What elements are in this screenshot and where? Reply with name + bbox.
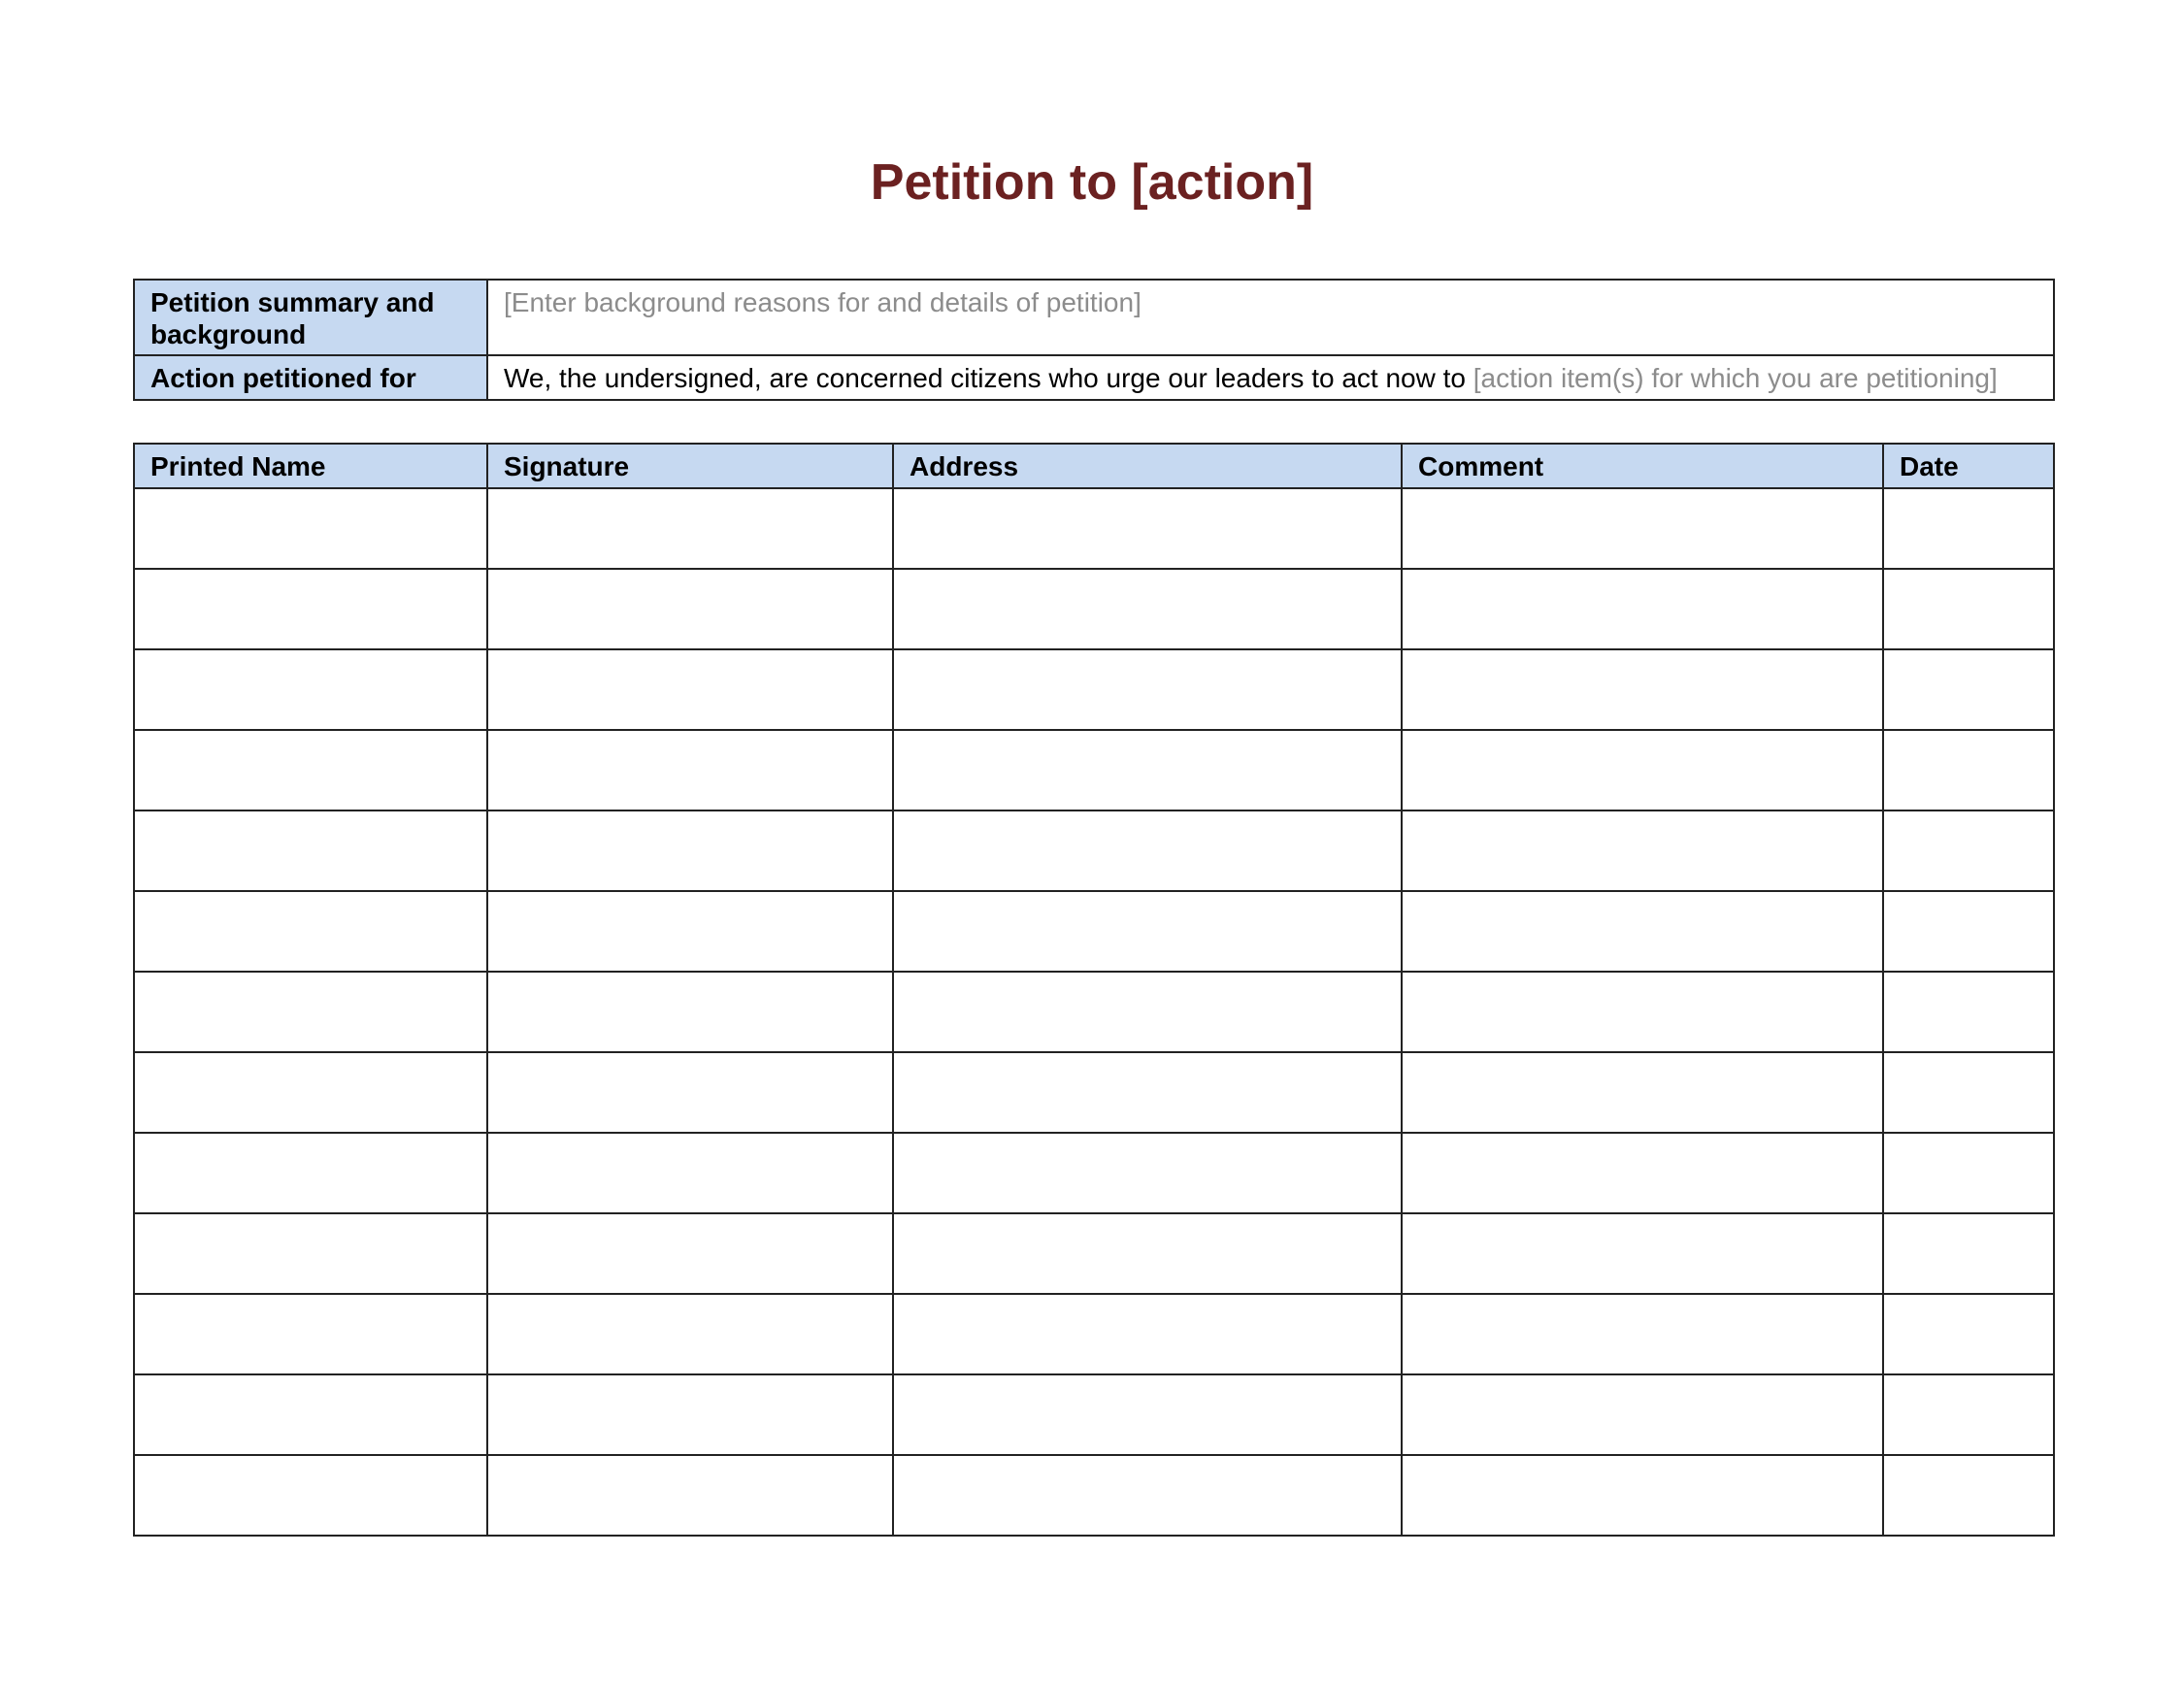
comment-cell[interactable] [1402,1374,1883,1455]
printed-name-cell[interactable] [134,1374,487,1455]
signature-cell[interactable] [487,891,893,972]
printed-name-cell[interactable] [134,891,487,972]
address-cell[interactable] [893,1455,1402,1536]
action-label: Action petitioned for [134,355,487,400]
printed-name-cell[interactable] [134,1213,487,1294]
printed-name-cell[interactable] [134,488,487,569]
comment-cell[interactable] [1402,1133,1883,1213]
signature-row [134,891,2054,972]
signature-row [134,1374,2054,1455]
signature-cell[interactable] [487,1213,893,1294]
address-cell[interactable] [893,569,1402,649]
action-placeholder: [action item(s) for which you are petitioning] [1473,363,1998,393]
address-cell[interactable] [893,972,1402,1052]
background-label: Petition summary and background [134,280,487,355]
signature-cell[interactable] [487,1294,893,1374]
signature-row [134,569,2054,649]
date-cell[interactable] [1883,569,2054,649]
comment-cell[interactable] [1402,649,1883,730]
signature-row [134,1052,2054,1133]
address-cell[interactable] [893,810,1402,891]
date-cell[interactable] [1883,488,2054,569]
comment-cell[interactable] [1402,569,1883,649]
background-placeholder: [Enter background reasons for and details of petition] [504,287,1142,317]
column-header-printed-name: Printed Name [134,444,487,488]
address-cell[interactable] [893,649,1402,730]
signature-row [134,1133,2054,1213]
signature-row [134,972,2054,1052]
signature-row [134,730,2054,810]
printed-name-cell[interactable] [134,1133,487,1213]
date-cell[interactable] [1883,730,2054,810]
action-field[interactable] [487,355,2054,400]
printed-name-cell[interactable] [134,1052,487,1133]
date-cell[interactable] [1883,1455,2054,1536]
printed-name-cell[interactable] [134,649,487,730]
signature-cell[interactable] [487,1133,893,1213]
date-cell[interactable] [1883,649,2054,730]
date-cell[interactable] [1883,1213,2054,1294]
comment-cell[interactable] [1402,1052,1883,1133]
address-cell[interactable] [893,730,1402,810]
date-cell[interactable] [1883,1294,2054,1374]
comment-cell[interactable] [1402,972,1883,1052]
signature-row [134,810,2054,891]
signature-cell[interactable] [487,810,893,891]
date-cell[interactable] [1883,972,2054,1052]
printed-name-cell[interactable] [134,730,487,810]
signature-cell[interactable] [487,488,893,569]
signature-cell[interactable] [487,649,893,730]
signature-cell[interactable] [487,730,893,810]
address-cell[interactable] [893,1213,1402,1294]
signature-row [134,1213,2054,1294]
action-row [134,355,2054,400]
action-statement: We, the undersigned, are concerned citizens who urge our leaders to act now to [504,363,1473,393]
comment-cell[interactable] [1402,730,1883,810]
address-cell[interactable] [893,1133,1402,1213]
date-cell[interactable] [1883,1374,2054,1455]
signature-row [134,1455,2054,1536]
comment-cell[interactable] [1402,488,1883,569]
printed-name-cell[interactable] [134,569,487,649]
signature-cell[interactable] [487,1455,893,1536]
background-field[interactable] [487,280,2054,355]
printed-name-cell[interactable] [134,972,487,1052]
signature-header-row [134,444,2054,488]
date-cell[interactable] [1883,1052,2054,1133]
address-cell[interactable] [893,1374,1402,1455]
signature-cell[interactable] [487,1374,893,1455]
date-cell[interactable] [1883,810,2054,891]
address-cell[interactable] [893,891,1402,972]
signature-table [133,443,2055,1537]
signature-cell[interactable] [487,1052,893,1133]
signature-cell[interactable] [487,569,893,649]
printed-name-cell[interactable] [134,810,487,891]
printed-name-cell[interactable] [134,1294,487,1374]
signature-row [134,649,2054,730]
petition-summary-table [133,279,2055,401]
signature-row [134,488,2054,569]
page-title: Petition to [action] [870,154,1314,211]
printed-name-cell[interactable] [134,1455,487,1536]
date-cell[interactable] [1883,1133,2054,1213]
signature-rows [134,488,2054,1536]
signature-row [134,1294,2054,1374]
column-header-signature: Signature [487,444,893,488]
comment-cell[interactable] [1402,810,1883,891]
column-header-comment: Comment [1402,444,1883,488]
comment-cell[interactable] [1402,1213,1883,1294]
comment-cell[interactable] [1402,891,1883,972]
column-header-date: Date [1883,444,2054,488]
signature-cell[interactable] [487,972,893,1052]
comment-cell[interactable] [1402,1455,1883,1536]
address-cell[interactable] [893,1052,1402,1133]
comment-cell[interactable] [1402,1294,1883,1374]
date-cell[interactable] [1883,891,2054,972]
summary-row [134,280,2054,355]
address-cell[interactable] [893,1294,1402,1374]
address-cell[interactable] [893,488,1402,569]
column-header-address: Address [893,444,1402,488]
